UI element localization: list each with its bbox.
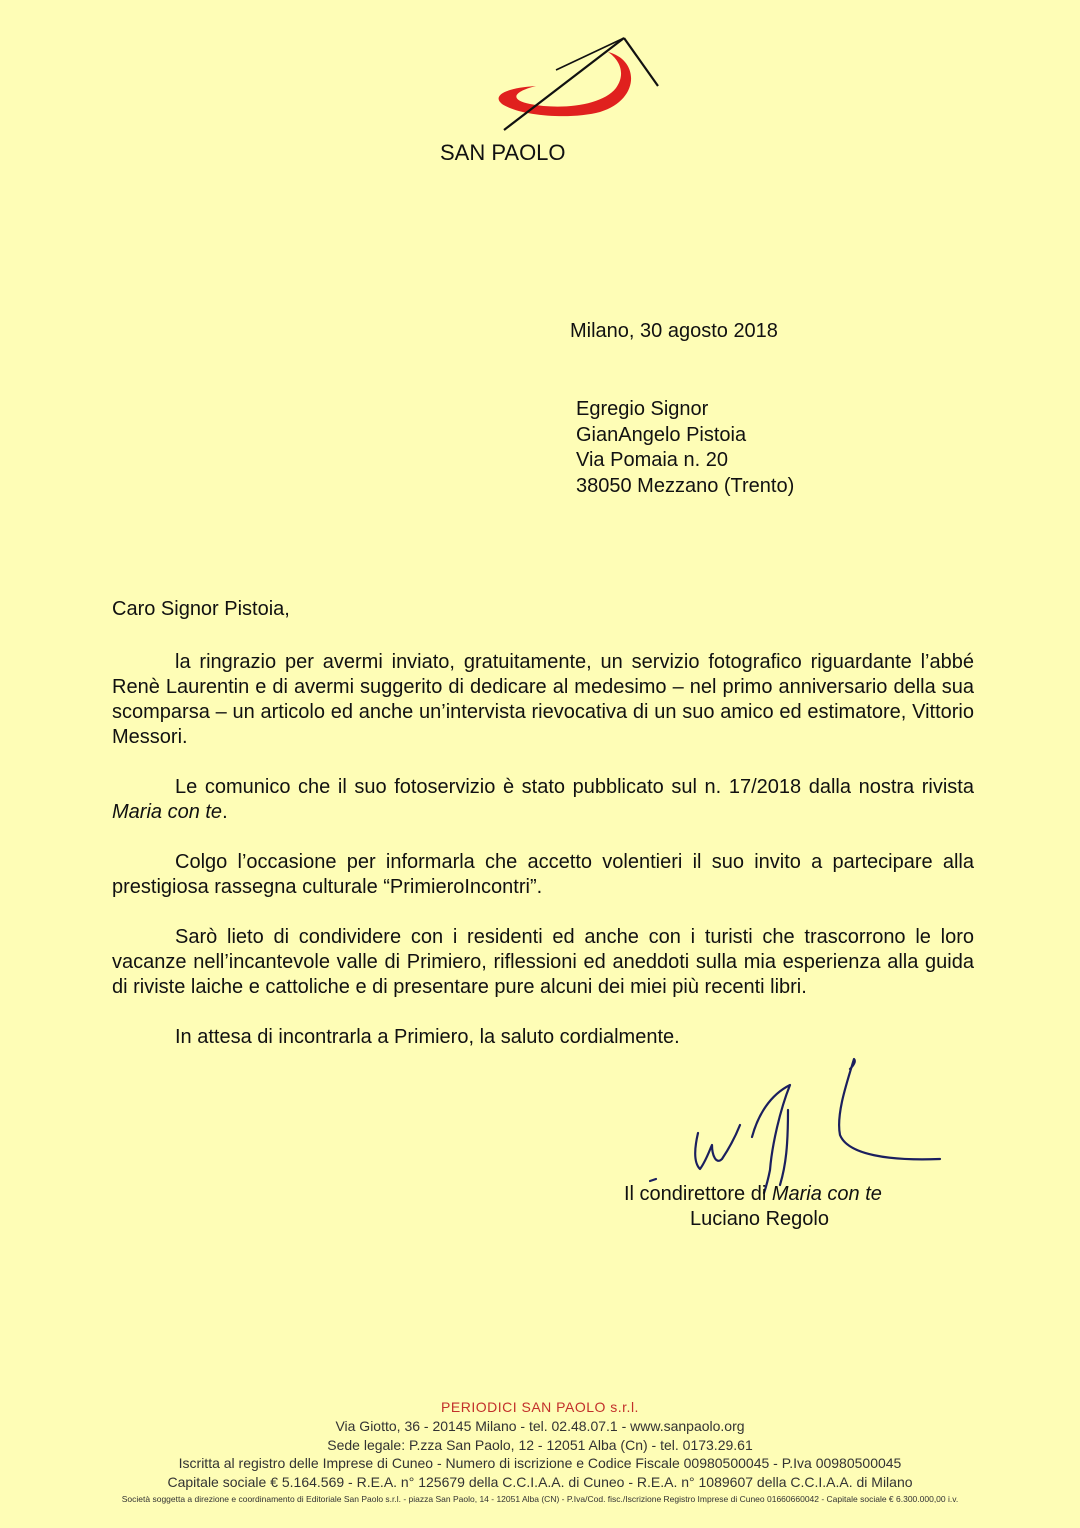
footer-address: Via Giotto, 36 - 20145 Milano - tel. 02.48.07.1 - www.sanpaolo.org <box>335 1418 745 1434</box>
letter-date: Milano, 30 agosto 2018 <box>570 320 778 342</box>
letterhead <box>440 30 670 170</box>
footer-registry: Iscritta al registro delle Imprese di Cuneo - Numero di iscrizione e Codice Fiscale 00980500045 - P.Iva 00980500045 <box>178 1455 902 1471</box>
letter-body <box>112 650 974 1075</box>
paragraph-2 <box>112 775 974 825</box>
paragraph-5: In attesa di incontrarla a Primiero, la saluto cordialmente. <box>175 1026 680 1048</box>
footer-legal-seat: Sede legale: P.zza San Paolo, 12 - 12051 Alba (Cn) - tel. 0173.29.61 <box>327 1436 753 1453</box>
paragraph-3: Colgo l’occasione per informarla che accetto volentieri il suo invito a partecipare alla prestigiosa rassegna culturale “PrimieroIncontri”. <box>112 851 974 898</box>
paragraph-2-text: Le comunico che il suo fotoservizio è stato pubblicato sul n. 17/2018 dalla nostra rivista <box>175 776 974 798</box>
handwritten-signature <box>640 1055 950 1195</box>
paragraph-4: Sarò lieto di condividere con i residenti ed anche con i turisti che trascorrono le loro vacanze nell’incantevole valle di Primiero, riflessioni ed aneddoti sulla mia esperienza alla guida di riviste laiche e cattoliche e di presentare pure alcuni dei miei più recenti libri. <box>112 926 974 998</box>
letter-footer <box>0 1398 1080 1506</box>
salutation: Caro Signor Pistoia, <box>112 598 290 620</box>
recipient-title: Egregio Signor <box>576 398 709 420</box>
brand-name: SAN PAOLO <box>440 140 566 165</box>
recipient-street: Via Pomaia n. 20 <box>576 449 728 471</box>
recipient-address <box>576 397 794 499</box>
recipient-city: 38050 Mezzano (Trento) <box>576 474 795 497</box>
signatory-role-text: Il condirettore di <box>624 1183 772 1205</box>
magazine-title: Maria con te <box>112 801 223 823</box>
footer-parent-company: Società soggetta a direzione e coordinamento di Editoriale San Paolo s.r.l. - piazza San Paolo, 14 - 12051 Alba (CN) - P.Iva/Cod. fisc./Iscrizione Registro Imprese di Cuneo 01660660042 - Capitale sociale € 6.300.000,00 i.v. <box>121 1494 959 1504</box>
signatory-role <box>624 1183 882 1206</box>
paragraph-1: la ringrazio per avermi inviato, gratuitamente, un servizio fotografico riguardante l’abbé Renè Laurentin e di avermi suggerito di dedicare al medesimo – nel primo anniversario della sua scomparsa – un articolo ed anche un’intervista rievocativa di un suo amico ed estimatore, Vittorio Messori. <box>112 651 974 748</box>
footer-capital: Capitale sociale € 5.164.569 - R.E.A. n° 125679 della C.C.I.A.A. di Cuneo - R.E.A. n° 1089607 della C.C.I.A.A. di Milano <box>167 1473 913 1490</box>
footer-company: PERIODICI SAN PAOLO s.r.l. <box>441 1399 639 1415</box>
san-paolo-logo-icon <box>490 30 660 140</box>
signatory-name: Luciano Regolo <box>690 1208 829 1230</box>
signatory-magazine: Maria con te <box>771 1183 882 1205</box>
recipient-name: GianAngelo Pistoia <box>576 423 747 446</box>
paragraph-2-end: . <box>222 801 228 823</box>
